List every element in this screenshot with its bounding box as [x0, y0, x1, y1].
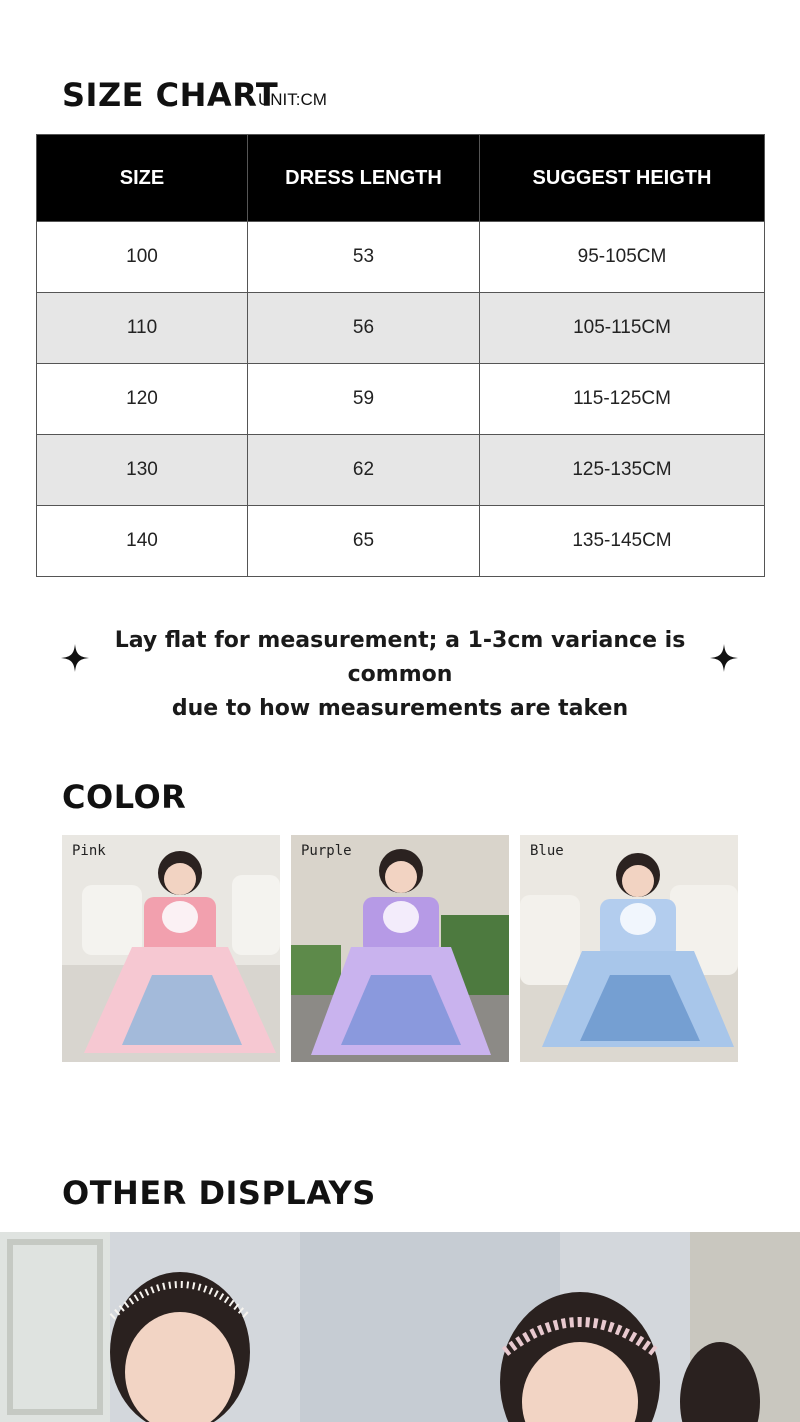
cell-size: 100: [37, 222, 248, 293]
size-chart-table: [36, 134, 765, 577]
color-option-purple[interactable]: [291, 835, 509, 1062]
cell-dress-length: 59: [248, 364, 480, 435]
measurement-note: [100, 624, 700, 726]
cell-dress-length: 56: [248, 293, 480, 364]
size-chart-title: SIZE CHART: [62, 76, 279, 114]
cell-dress-length: 62: [248, 435, 480, 506]
cell-size: 110: [37, 293, 248, 364]
pink-dress-photo: [62, 835, 280, 1062]
cell-size: 120: [37, 364, 248, 435]
color-option-blue[interactable]: [520, 835, 738, 1062]
blue-dress-photo: [520, 835, 738, 1062]
swatch-label-pink: Pink: [72, 843, 106, 859]
cell-size: 140: [37, 506, 248, 577]
note-line-1: Lay flat for measurement; a 1-3cm variance is common: [114, 628, 686, 687]
cell-suggest-height: 115-125CM: [480, 364, 765, 435]
table-row: [37, 222, 765, 293]
model-photo: [0, 1232, 800, 1422]
unit-label: UNIT:CM: [258, 90, 327, 109]
header-suggest-height: SUGGEST HEIGTH: [480, 135, 765, 222]
cell-suggest-height: 95-105CM: [480, 222, 765, 293]
sparkle-icon: [61, 644, 89, 672]
cell-dress-length: 53: [248, 222, 480, 293]
table-row: [37, 364, 765, 435]
table-row: [37, 293, 765, 364]
header-dress-length: DRESS LENGTH: [248, 135, 480, 222]
table-row: [37, 435, 765, 506]
other-displays-title: OTHER DISPLAYS: [62, 1174, 376, 1212]
other-displays-photo: [0, 1232, 800, 1422]
cell-suggest-height: 125-135CM: [480, 435, 765, 506]
cell-suggest-height: 105-115CM: [480, 293, 765, 364]
header-size: SIZE: [37, 135, 248, 222]
cell-suggest-height: 135-145CM: [480, 506, 765, 577]
table-row: [37, 506, 765, 577]
note-line-2: due to how measurements are taken: [171, 696, 629, 721]
cell-size: 130: [37, 435, 248, 506]
sparkle-icon: [710, 644, 738, 672]
cell-dress-length: 65: [248, 506, 480, 577]
table-header-row: [37, 135, 765, 222]
color-option-pink[interactable]: [62, 835, 280, 1062]
swatch-label-blue: Blue: [530, 843, 564, 859]
color-section-title: COLOR: [62, 778, 187, 816]
purple-dress-photo: [291, 835, 509, 1062]
swatch-label-purple: Purple: [301, 843, 352, 859]
